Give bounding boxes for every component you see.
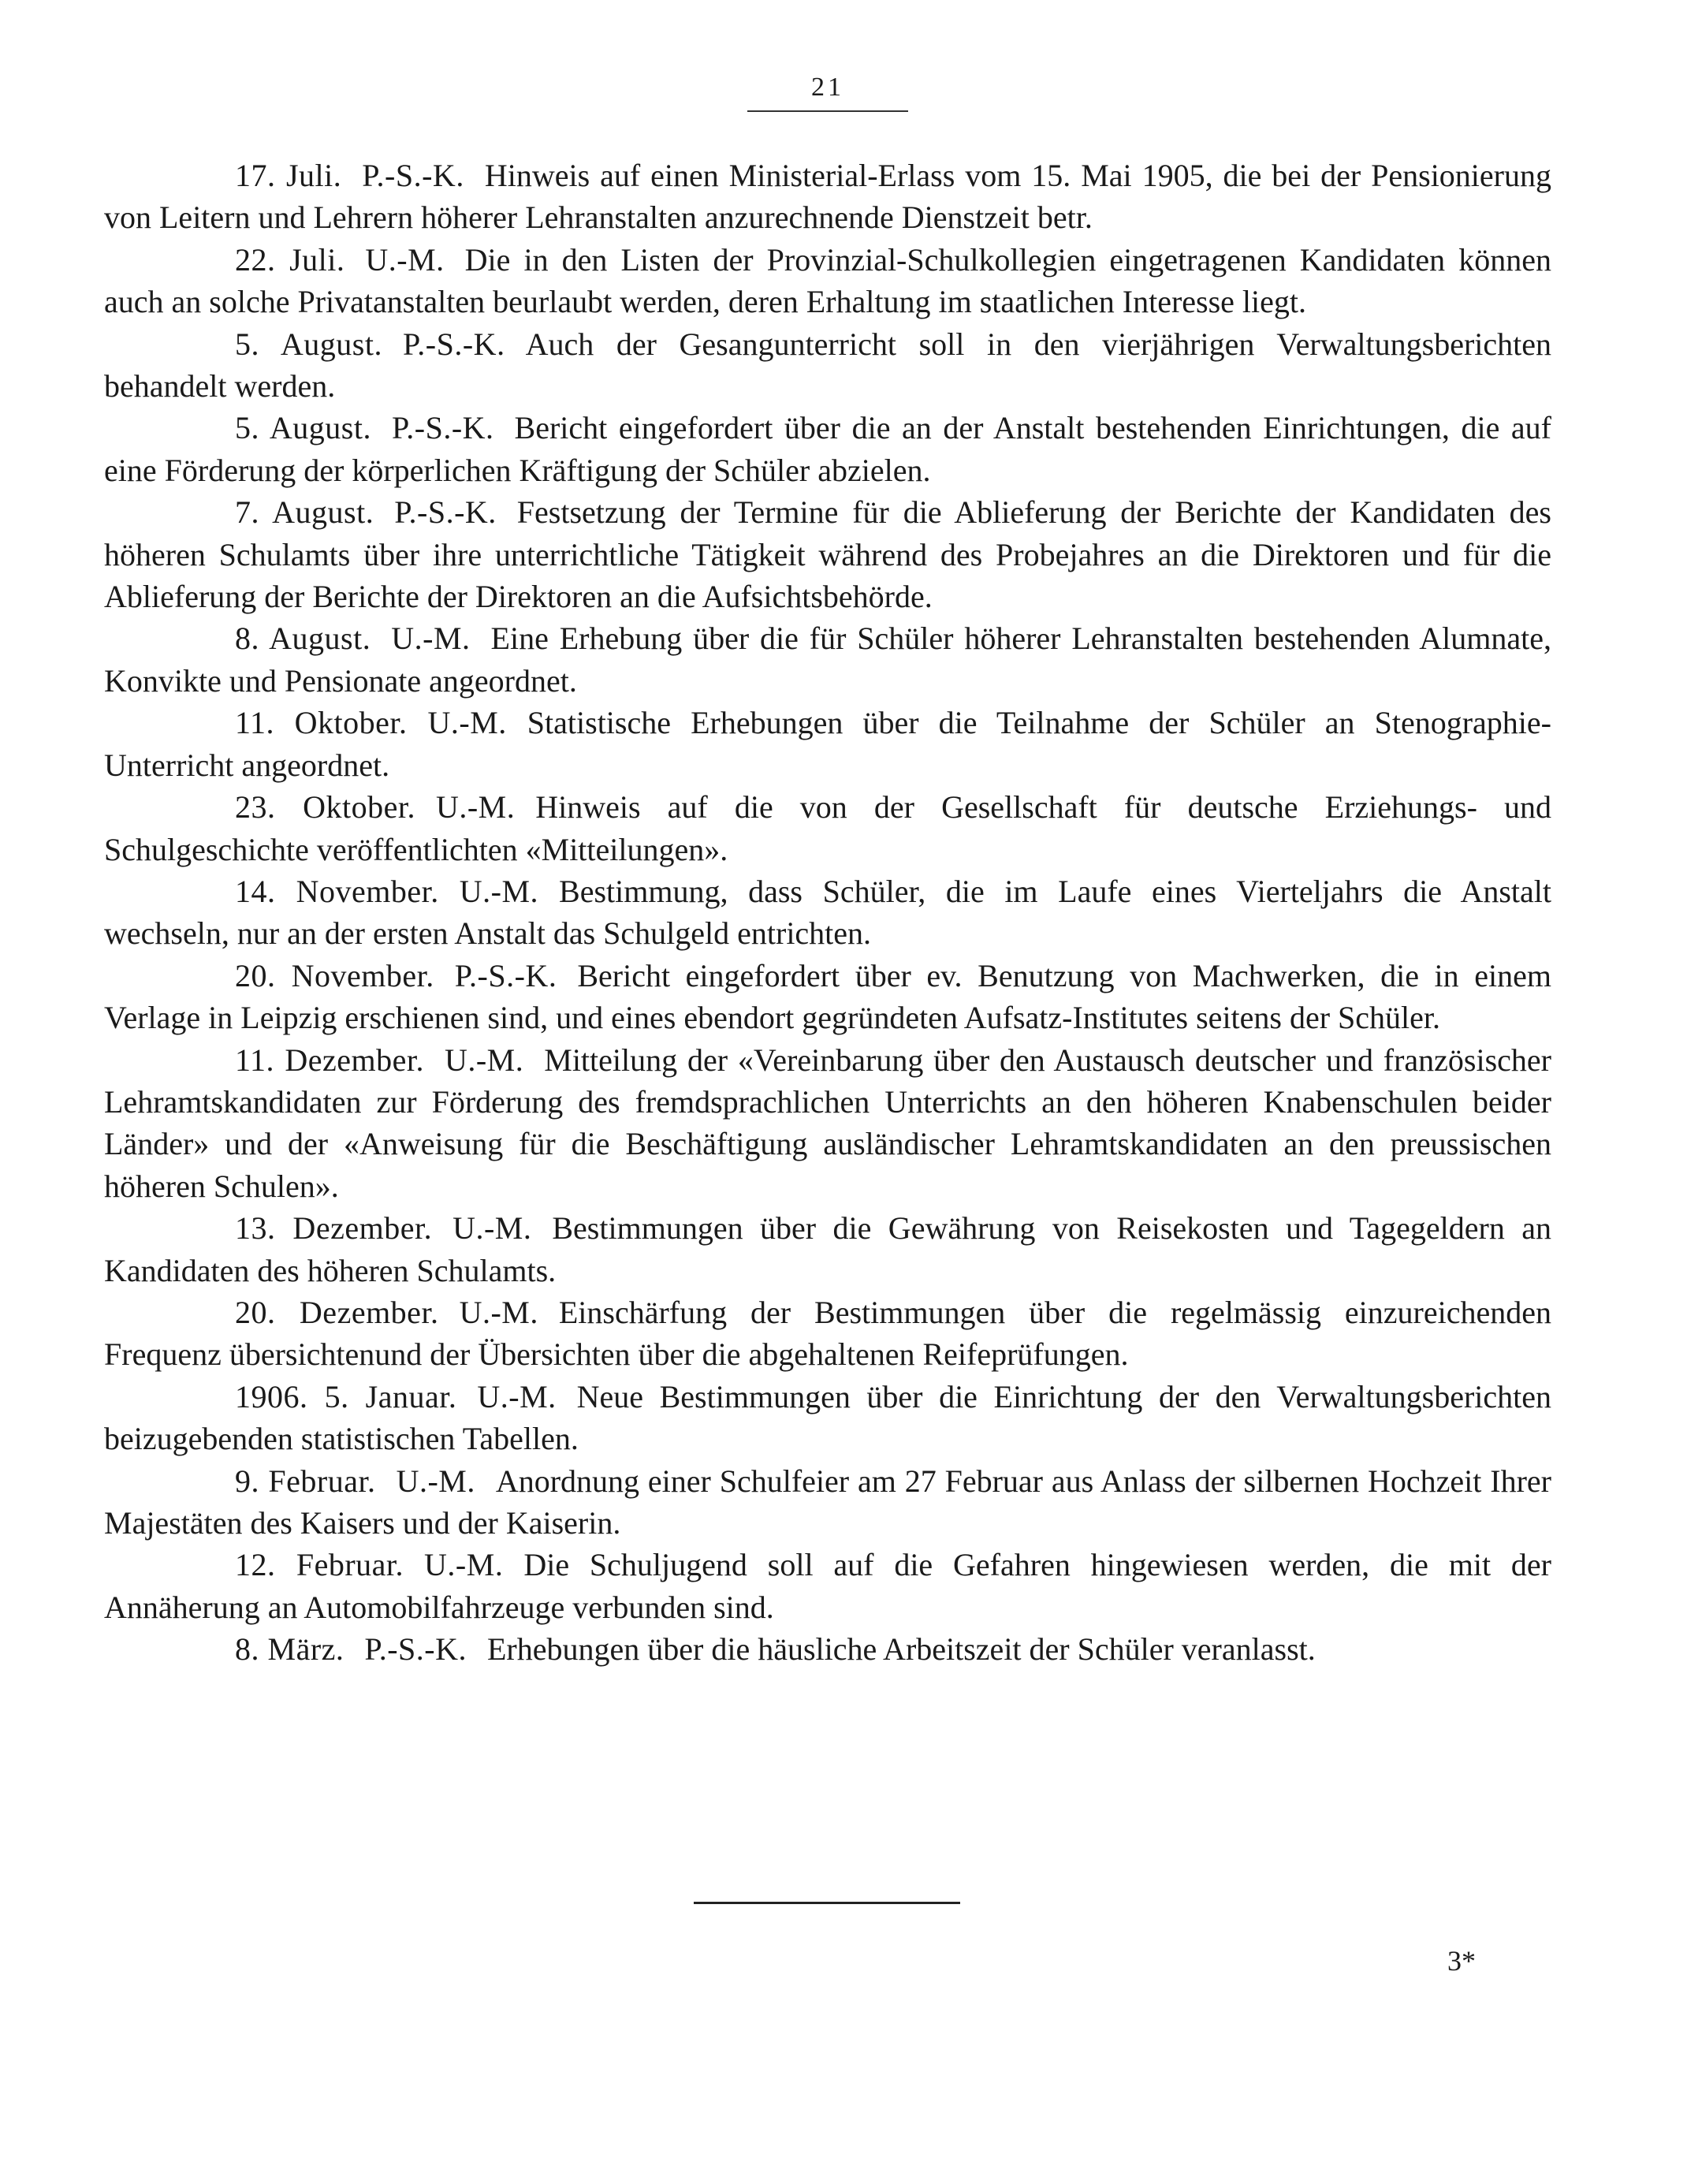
- header-rule: [747, 110, 908, 112]
- entry-date: 17. Juli.: [235, 158, 342, 193]
- entry-text: Erhebungen über die häusliche Arbeitszeit der Schüler veranlasst.: [487, 1631, 1316, 1668]
- entry-text: Bestimmung, dass Schüler, die im Laufe eines Vierteljahrs die Anstalt wechseln, nur an der ersten Anstalt das Schulgeld entrichten.: [104, 873, 1552, 952]
- entry-text: Festsetzung der Termine für die Ablieferung der Berichte der Kandidaten des höheren Schulamts über ihre unterrichtliche Tätigkeit während des Probejahres an die Direktoren und für die Ablieferung der Berichte der Direktoren an die Aufsichtsbehörde.: [104, 494, 1552, 615]
- decree-list: [104, 155, 1551, 1671]
- entry-text: Anordnung einer Schulfeier am 27 Februar aus Anlass der silbernen Hochzeit Ihrer Majestäten des Kaisers und der Kaiserin.: [104, 1463, 1551, 1541]
- entry-date: 20. Dezember.: [235, 1294, 439, 1330]
- decree-entry: [104, 1039, 1551, 1208]
- entry-text: Einschärfung der Bestimmungen über die regelmässig einzureichenden Frequenz übersichtenund der Übersichten über die abgehaltenen Reifeprüfungen.: [104, 1294, 1551, 1373]
- section-end-rule: [694, 1902, 960, 1904]
- entry-office: U.-M.: [452, 1210, 532, 1247]
- entry-date: 11. Oktober.: [235, 705, 408, 741]
- entry-office: U.-M.: [459, 873, 539, 909]
- decree-entry: [104, 491, 1551, 617]
- entry-date: 12. Februar.: [235, 1547, 404, 1583]
- entry-text: Die Schuljugend soll auf die Gefahren hingewiesen werden, die mit der Annäherung an Automobilfahrzeuge verbunden sind.: [104, 1547, 1552, 1625]
- entry-date: 5. August.: [235, 326, 382, 362]
- entry-date: 8. März.: [235, 1631, 344, 1668]
- entry-text: Hinweis auf einen Ministerial-Erlass vom 15. Mai 1905, die bei der Pensionierung von Leitern und Lehrern höherer Lehranstalten anzurechnende Dienstzeit betr.: [104, 158, 1551, 236]
- entry-office: P.-S.-K.: [391, 410, 494, 446]
- entry-text: Statistische Erhebungen über die Teilnahme der Schüler an Stenographie-Unterricht angeordnet.: [104, 705, 1551, 783]
- entry-office: P.-S.-K.: [394, 494, 497, 531]
- signature-mark: 3*: [1447, 1945, 1476, 1977]
- entry-office: U.-M.: [427, 705, 507, 741]
- decree-entry: [104, 323, 1551, 408]
- entry-office: U.-M.: [477, 1378, 557, 1414]
- entry-office: P.-S.-K.: [454, 957, 557, 993]
- decree-entry: [104, 155, 1551, 239]
- entry-date: 1906. 5. Januar.: [235, 1378, 457, 1414]
- decree-entry: [104, 1291, 1551, 1376]
- decree-entry: [104, 702, 1551, 786]
- entry-date: 11. Dezember.: [235, 1042, 424, 1078]
- entry-date: 7. August.: [235, 494, 374, 531]
- entry-date: 13. Dezember.: [235, 1210, 433, 1247]
- entry-office: U.-M.: [444, 1042, 524, 1078]
- entry-text: Mitteilung der «Vereinbarung über den Austausch deutscher und französischer Lehramtskandidaten zur Förderung des fremdsprachlichen Unterrichts an den höheren Knabenschulen beider Länder» und der «Anweisung für die Beschäftigung ausländischer Lehramtskandidaten an den preussischen höheren Schulen».: [104, 1042, 1551, 1204]
- decree-entry: [104, 1628, 1551, 1670]
- decree-entry: [104, 955, 1551, 1039]
- entry-text: Bericht eingefordert über ev. Benutzung von Machwerken, die in einem Verlage in Leipzig erschienen sind, und eines ebendort gegründeten Aufsatz-Institutes seitens der Schüler.: [104, 957, 1552, 1036]
- decree-entry: [104, 617, 1551, 702]
- entry-date: 9. Februar.: [235, 1463, 376, 1499]
- entry-text: Hinweis auf die von der Gesellschaft für deutsche Erziehungs- und Schulgeschichte veröffentlichten «Mitteilungen».: [104, 789, 1551, 867]
- decree-entry: [104, 786, 1551, 870]
- entry-text: Die in den Listen der Provinzial-Schulkollegien eingetragenen Kandidaten können auch an solche Privatanstalten beurlaubt werden, deren Erhaltung im staatlichen Interesse liegt.: [104, 241, 1551, 320]
- entry-office: U.-M.: [365, 241, 445, 278]
- entry-text: Auch der Gesangunterricht soll in den vierjährigen Verwaltungsberichten behandelt werden.: [104, 326, 1551, 404]
- decree-entry: [104, 1376, 1551, 1460]
- entry-office: P.-S.-K.: [362, 158, 464, 193]
- decree-entry: [104, 239, 1551, 323]
- entry-office: U.-M.: [435, 789, 516, 826]
- entry-text: Bestimmungen über die Gewährung von Reisekosten und Tagegeldern an Kandidaten des höheren Schulamts.: [104, 1210, 1552, 1288]
- entry-text: Neue Bestimmungen über die Einrichtung der den Verwaltungsberichten beizugebenden statistischen Tabellen.: [104, 1378, 1552, 1457]
- entry-office: P.-S.-K.: [364, 1631, 467, 1668]
- entry-office: U.-M.: [396, 1463, 475, 1499]
- entry-office: U.-M.: [424, 1547, 504, 1583]
- decree-entry: [104, 1207, 1551, 1291]
- decree-entry: [104, 1544, 1551, 1628]
- entry-date: 20. November.: [235, 957, 434, 993]
- decree-entry: [104, 407, 1551, 491]
- entry-office: U.-M.: [459, 1294, 538, 1330]
- decree-entry: [104, 870, 1551, 955]
- decree-entry: [104, 1460, 1551, 1545]
- entry-office: U.-M.: [391, 621, 471, 657]
- entry-text: Bericht eingefordert über die an der Anstalt bestehenden Einrichtungen, die auf eine Förderung der körperlichen Kräftigung der Schüler abzielen.: [104, 410, 1552, 488]
- entry-date: 22. Juli.: [235, 241, 345, 278]
- entry-date: 5. August.: [235, 410, 371, 446]
- page-number: 21: [811, 73, 844, 102]
- entry-date: 23. Oktober.: [235, 789, 415, 826]
- entry-text: Eine Erhebung über die für Schüler höherer Lehranstalten bestehenden Alumnate, Konvikte und Pensionate angeordnet.: [104, 621, 1552, 699]
- entry-date: 8. August.: [235, 621, 371, 657]
- entry-office: P.-S.-K.: [402, 326, 505, 362]
- entry-date: 14. November.: [235, 873, 439, 909]
